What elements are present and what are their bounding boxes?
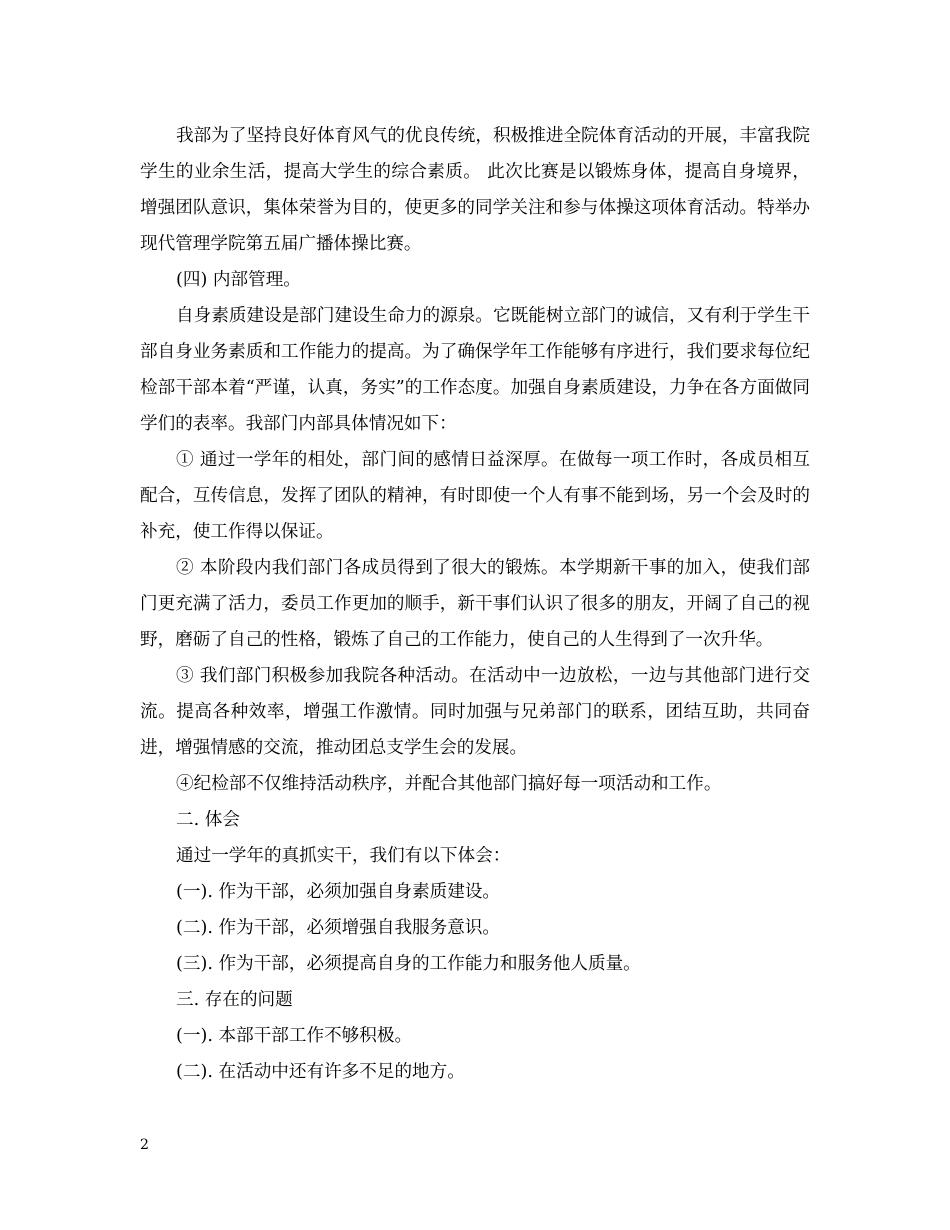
paragraph-experience-intro: 通过一学年的真抓实干，我们有以下体会： (176, 846, 511, 866)
list-item-1: ① 通过一学年的相处，部门间的感情日益深厚。在做每一项工作时，各成员相互配合，互传信息，发挥了团队的精神，有时即使一个人有事不能到场，另一个会及时的补充，使工作得以保证。 (140, 450, 810, 542)
list-item-4: ④纪检部不仅维持活动秩序，并配合其他部门搞好每一项活动和工作。 (176, 774, 722, 794)
problem-item-2: (二). 在活动中还有许多不足的地方。 (176, 1062, 465, 1082)
paragraph-self-quality: 自身素质建设是部门建设生命力的源泉。它既能树立部门的诚信，又有利于学生干部自身业务素质和工作能力的提高。为了确保学年工作能够有序进行，我们要求每位纪检部干部本着“严谨，认真，务实”的工作态度。加强自身素质建设，力争在各方面做同学们的表率。我部门内部具体情况如下： (140, 306, 810, 434)
problem-item-1: (一). 本部干部工作不够积极。 (176, 1026, 413, 1046)
experience-item-3: (三). 作为干部，必须提高自身的工作能力和服务他人质量。 (176, 954, 641, 974)
document-body (140, 118, 810, 1090)
experience-item-2: (二). 作为干部，必须增强自我服务意识。 (176, 918, 501, 938)
heading-internal-management: (四) 内部管理。 (176, 270, 301, 290)
list-item-3: ③ 我们部门积极参加我院各种活动。在活动中一边放松，一边与其他部门进行交流。提高各种效率，增强工作激情。同时加强与兄弟部门的联系，团结互助，共同奋进，增强情感的交流，推动团总支学生会的发展。 (140, 666, 810, 758)
heading-experience: 二. 体会 (176, 810, 240, 830)
experience-item-1: (一). 作为干部，必须加强自身素质建设。 (176, 882, 501, 902)
page-number: 2 (140, 1137, 149, 1153)
paragraph-sports-activity: 我部为了坚持良好体育风气的优良传统，积极推进全院体育活动的开展，丰富我院学生的业余生活，提高大学生的综合素质。 此次比赛是以锻炼身体，提高自身境界，增强团队意识，集体荣誉为目的，使更多的同学关注和参与体操这项体育活动。特举办现代管理学院第五届广播体操比赛。 (140, 126, 810, 254)
heading-problems: 三. 存在的问题 (176, 990, 293, 1010)
list-item-2: ② 本阶段内我们部门各成员得到了很大的锻炼。本学期新干事的加入，使我们部门更充满了活力，委员工作更加的顺手，新干事们认识了很多的朋友，开阔了自己的视野，磨砺了自己的性格，锻炼了自己的工作能力，使自己的人生得到了一次升华。 (140, 558, 810, 650)
